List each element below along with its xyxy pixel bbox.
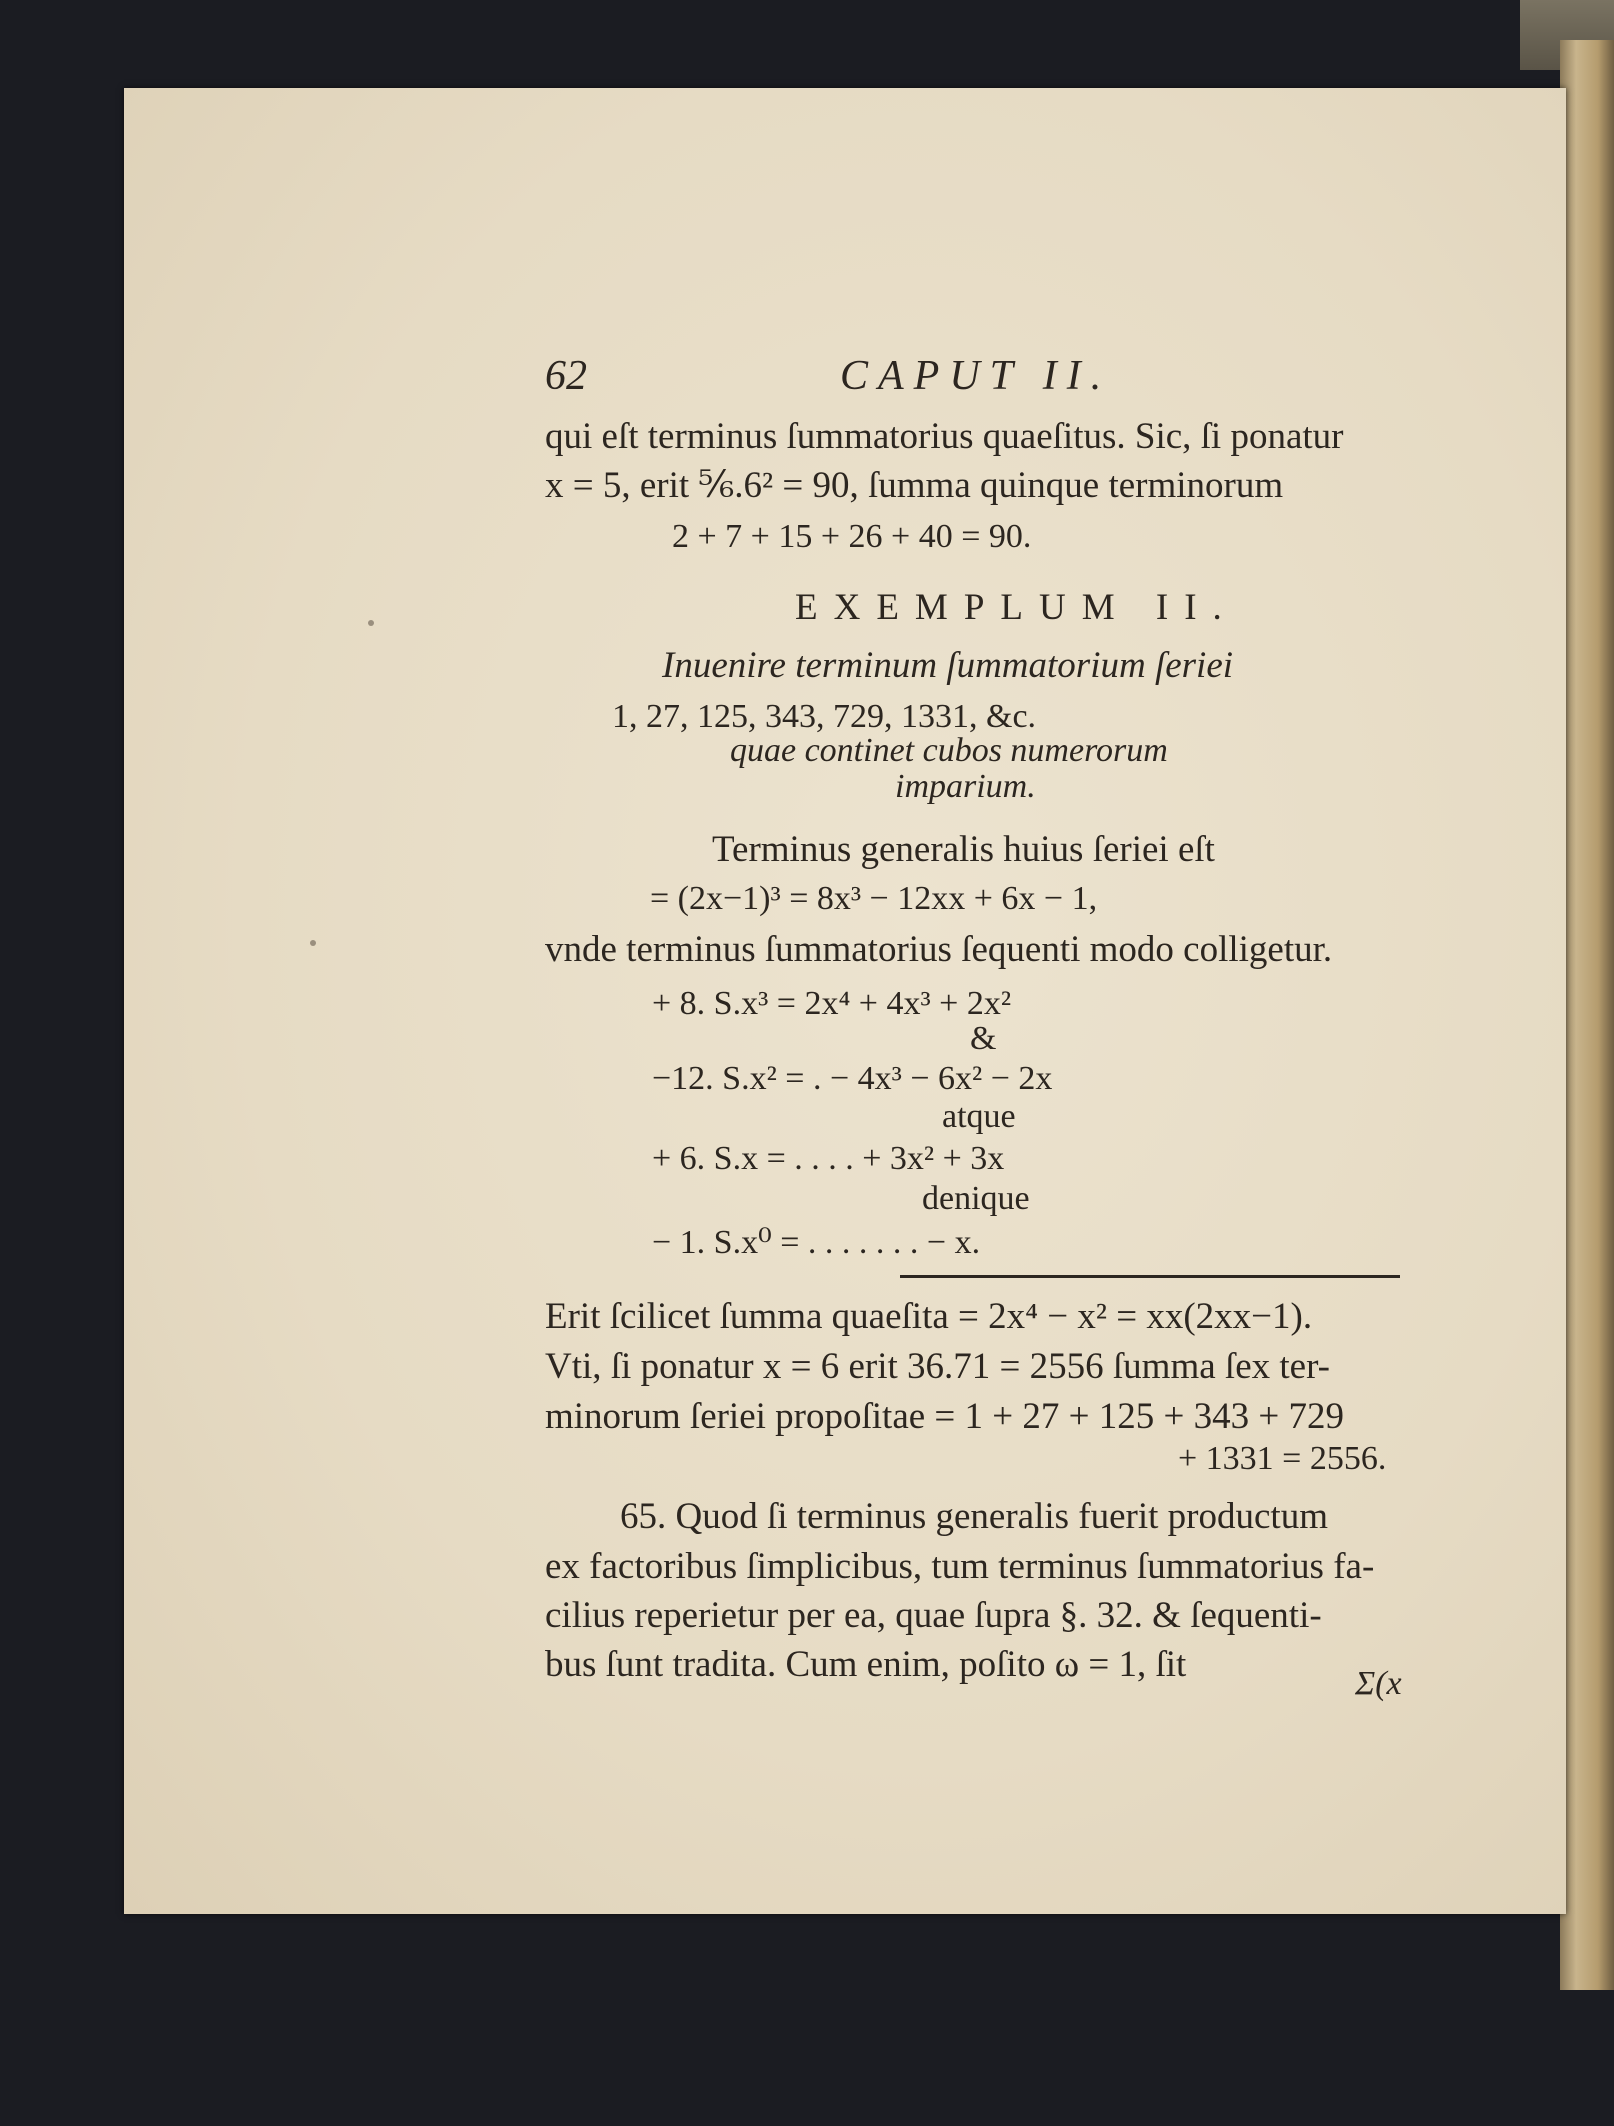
result-line: minorum ſeriei propoſitae = 1 + 27 + 125 + 343 + 729 (545, 1396, 1345, 1437)
paragraph-line: ex factoribus ſimplicibus, tum terminus ſummatorius fa- (545, 1546, 1375, 1587)
paragraph-line: cilius reperietur per ea, quae ſupra §. 32. & ſequenti- (545, 1595, 1322, 1636)
series-line: 1, 27, 125, 343, 729, 1331, &c. (612, 698, 1037, 735)
sum-line: + 6. S.x = . . . . + 3x² + 3x (652, 1140, 1005, 1177)
running-title: CAPUT II. (840, 353, 1112, 399)
page-number: 62 (545, 353, 587, 399)
example-statement: Inuenire terminum ſummatorium ſeriei (662, 645, 1234, 686)
example-statement: imparium. (895, 768, 1036, 805)
connector-word: atque (942, 1098, 1016, 1135)
result-line: + 1331 = 2556. (1178, 1440, 1387, 1477)
text-line: vnde terminus ſummatorius ſequenti modo colligetur. (545, 929, 1333, 970)
sum-line: − 1. S.x⁰ = . . . . . . . − x. (652, 1224, 981, 1261)
text-line: Terminus generalis huius ſeriei eſt (712, 829, 1215, 870)
catchword: Σ(x (1355, 1665, 1402, 1702)
sum-line: −12. S.x² = . − 4x³ − 6x² − 2x (652, 1060, 1053, 1097)
equation-line: 2 + 7 + 15 + 26 + 40 = 90. (672, 518, 1032, 555)
example-statement: quae continet cubos numerorum (730, 732, 1168, 769)
result-line: Vti, ſi ponatur x = 6 erit 36.71 = 2556 ſumma ſex ter- (545, 1346, 1330, 1387)
connector-word: denique (922, 1180, 1030, 1217)
sum-rule (900, 1275, 1400, 1278)
margin-mark (310, 940, 316, 946)
text-line: x = 5, erit ⅚.6² = 90, ſumma quinque terminorum (545, 465, 1284, 506)
text-line: qui eſt terminus ſummatorius quaeſitus. Sic, ſi ponatur (545, 416, 1344, 457)
result-line: Erit ſcilicet ſumma quaeſita = 2x⁴ − x² = xx(2xx−1). (545, 1296, 1313, 1337)
paragraph-line: 65. Quod ſi terminus generalis fuerit productum (620, 1496, 1328, 1537)
example-heading: EXEMPLUM II. (795, 587, 1238, 628)
equation-line: = (2x−1)³ = 8x³ − 12xx + 6x − 1, (650, 880, 1098, 917)
connector-word: & (970, 1020, 997, 1057)
margin-mark (368, 620, 374, 626)
paragraph-line: bus ſunt tradita. Cum enim, poſito ω = 1, ſit (545, 1644, 1187, 1685)
sum-line: + 8. S.x³ = 2x⁴ + 4x³ + 2x² (652, 985, 1012, 1022)
